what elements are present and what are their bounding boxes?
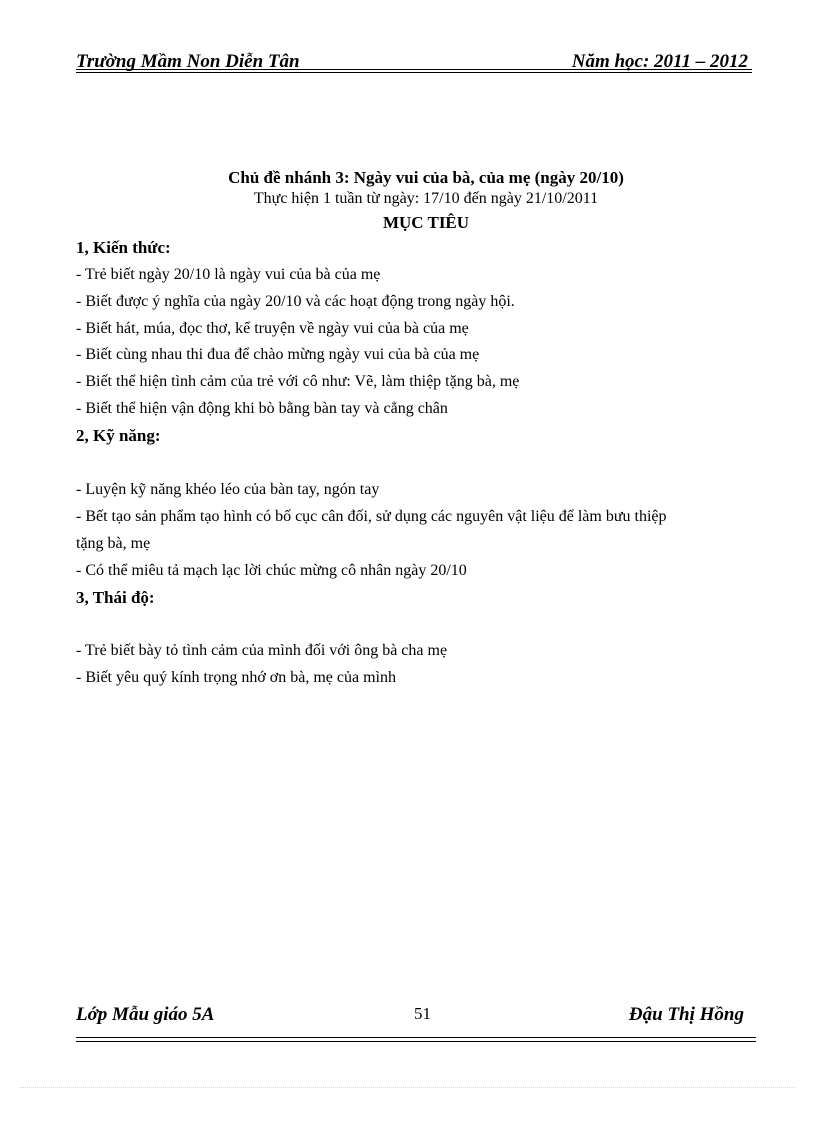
section-heading-knowledge: 1, Kiến thức:	[76, 238, 171, 257]
class-name: Lớp Mẫu giáo 5A	[76, 1004, 215, 1025]
list-item: - Trẻ biết ngày 20/10 là ngày vui của bà của mẹ	[76, 266, 381, 283]
list-item: tặng bà, mẹ	[76, 535, 151, 552]
list-item: - Biết thể hiện tình cảm của trẻ với cô như: Vẽ, làm thiệp tặng bà, mẹ	[76, 373, 520, 390]
list-item: - Biết yêu quý kính trọng nhớ ơn bà, mẹ của mình	[76, 669, 396, 686]
section-heading-attitude: 3, Thái độ:	[76, 588, 155, 607]
footer-rule-top	[76, 1037, 756, 1038]
page-number: 51	[414, 1004, 431, 1023]
list-item: - Trẻ biết bày tỏ tình cảm của mình đối với ông bà cha mẹ	[76, 642, 448, 659]
list-item: - Biết hát, múa, đọc thơ, kể truyện về ngày vui của bà của mẹ	[76, 320, 469, 337]
page-header	[76, 50, 752, 74]
topic-title: Chủ đề nhánh 3: Ngày vui của bà, của mẹ (ngày 20/10)	[228, 168, 624, 187]
list-item: - Bết tạo sản phẩm tạo hình có bố cục cân đối, sử dụng các nguyên vật liệu để làm bưu thiệp	[76, 508, 667, 525]
school-year: Năm học: 2011 – 2012	[571, 51, 748, 72]
teacher-name: Đậu Thị Hồng	[628, 1004, 744, 1025]
list-item: - Biết thể hiện vận động khi bò bằng bàn tay và cẳng chân	[76, 400, 448, 417]
header-rule-top	[76, 69, 752, 70]
objectives-heading: MỤC TIÊU	[382, 213, 470, 232]
list-item: - Biết cùng nhau thi đua để chào mừng ngày vui của bà của mẹ	[76, 346, 480, 363]
page-edge-dots	[20, 1087, 796, 1088]
topic-duration: Thực hiện 1 tuần từ ngày: 17/10 đến ngày 21/10/2011	[253, 190, 599, 207]
list-item: - Có thể miêu tả mạch lạc lời chúc mừng cô nhân ngày 20/10	[76, 562, 467, 579]
list-item: - Luyện kỹ năng khéo léo của bàn tay, ngón tay	[76, 481, 380, 498]
section-heading-skills: 2, Kỹ năng:	[76, 426, 161, 445]
header-rule-bottom	[76, 72, 752, 73]
school-name: Trường Mầm Non Diễn Tân	[76, 51, 300, 72]
footer-rule-bottom	[76, 1041, 756, 1042]
page-footer	[76, 1004, 752, 1030]
list-item: - Biết được ý nghĩa của ngày 20/10 và các hoạt động trong ngày hội.	[76, 293, 515, 310]
